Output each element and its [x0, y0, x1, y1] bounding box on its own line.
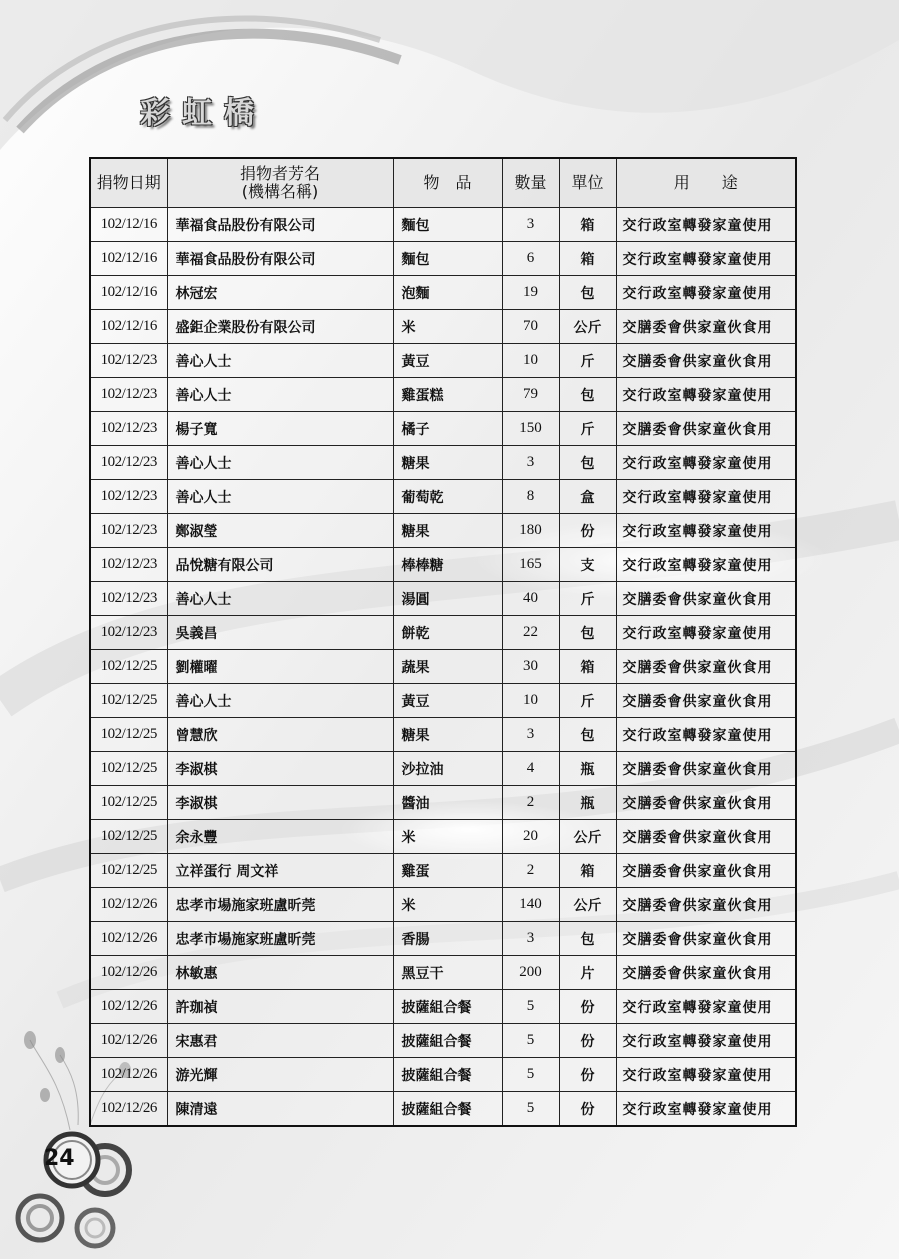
- cell-quantity: 19: [502, 276, 559, 310]
- cell-item: 黃豆: [393, 684, 502, 718]
- cell-donor: 游光輝: [167, 1058, 393, 1092]
- cell-quantity: 3: [502, 922, 559, 956]
- header-item: 物 品: [393, 158, 502, 208]
- cell-purpose: 交膳委會供家童伙食用: [616, 752, 796, 786]
- cell-quantity: 180: [502, 514, 559, 548]
- table-row: [90, 684, 796, 718]
- table-row: [90, 242, 796, 276]
- cell-donor: 善心人士: [167, 378, 393, 412]
- cell-donor: 吳義昌: [167, 616, 393, 650]
- cell-date: 102/12/25: [90, 752, 167, 786]
- cell-donor: 陳清遠: [167, 1092, 393, 1127]
- table-row: [90, 208, 796, 242]
- table-row: [90, 276, 796, 310]
- cell-unit: 包: [559, 276, 616, 310]
- cell-item: 米: [393, 310, 502, 344]
- cell-quantity: 40: [502, 582, 559, 616]
- cell-purpose: 交行政室轉發家童使用: [616, 548, 796, 582]
- cell-donor: 華福食品股份有限公司: [167, 208, 393, 242]
- cell-donor: 善心人士: [167, 344, 393, 378]
- cell-donor: 余永豐: [167, 820, 393, 854]
- cell-quantity: 10: [502, 684, 559, 718]
- table-row: [90, 1058, 796, 1092]
- cell-unit: 箱: [559, 854, 616, 888]
- cell-quantity: 79: [502, 378, 559, 412]
- cell-item: 餅乾: [393, 616, 502, 650]
- cell-quantity: 8: [502, 480, 559, 514]
- cell-date: 102/12/26: [90, 1024, 167, 1058]
- cell-purpose: 交行政室轉發家童使用: [616, 276, 796, 310]
- cell-donor: 善心人士: [167, 582, 393, 616]
- cell-quantity: 150: [502, 412, 559, 446]
- cell-date: 102/12/26: [90, 1092, 167, 1127]
- cell-unit: 瓶: [559, 786, 616, 820]
- cell-purpose: 交行政室轉發家童使用: [616, 446, 796, 480]
- cell-donor: 鄭淑瑩: [167, 514, 393, 548]
- cell-unit: 斤: [559, 684, 616, 718]
- cell-quantity: 4: [502, 752, 559, 786]
- cell-quantity: 3: [502, 446, 559, 480]
- cell-donor: 品悅糖有限公司: [167, 548, 393, 582]
- cell-date: 102/12/16: [90, 310, 167, 344]
- cell-date: 102/12/23: [90, 582, 167, 616]
- table-row: [90, 650, 796, 684]
- cell-donor: 曾慧欣: [167, 718, 393, 752]
- cell-unit: 箱: [559, 650, 616, 684]
- cell-unit: 箱: [559, 242, 616, 276]
- header-purpose: 用 途: [616, 158, 796, 208]
- cell-purpose: 交行政室轉發家童使用: [616, 1058, 796, 1092]
- cell-item: 葡萄乾: [393, 480, 502, 514]
- cell-item: 米: [393, 820, 502, 854]
- cell-unit: 包: [559, 922, 616, 956]
- cell-date: 102/12/16: [90, 276, 167, 310]
- cell-item: 棒棒糖: [393, 548, 502, 582]
- table-row: [90, 990, 796, 1024]
- cell-quantity: 5: [502, 1058, 559, 1092]
- table-body: [90, 208, 796, 1127]
- cell-item: 黑豆干: [393, 956, 502, 990]
- header-unit: 單位: [559, 158, 616, 208]
- cell-purpose: 交行政室轉發家童使用: [616, 480, 796, 514]
- cell-purpose: 交行政室轉發家童使用: [616, 242, 796, 276]
- cell-donor: 善心人士: [167, 684, 393, 718]
- table-row: [90, 514, 796, 548]
- cell-quantity: 5: [502, 1024, 559, 1058]
- cell-purpose: 交膳委會供家童伙食用: [616, 888, 796, 922]
- cell-date: 102/12/26: [90, 956, 167, 990]
- cell-purpose: 交膳委會供家童伙食用: [616, 786, 796, 820]
- page-number-badge: [10, 1130, 140, 1259]
- cell-unit: 份: [559, 1092, 616, 1127]
- cell-unit: 公斤: [559, 888, 616, 922]
- cell-date: 102/12/23: [90, 412, 167, 446]
- cell-purpose: 交行政室轉發家童使用: [616, 718, 796, 752]
- cell-item: 橘子: [393, 412, 502, 446]
- table-row: [90, 582, 796, 616]
- cell-date: 102/12/23: [90, 514, 167, 548]
- cell-unit: 包: [559, 718, 616, 752]
- cell-date: 102/12/23: [90, 378, 167, 412]
- cell-unit: 公斤: [559, 820, 616, 854]
- cell-unit: 包: [559, 446, 616, 480]
- cell-purpose: 交膳委會供家童伙食用: [616, 956, 796, 990]
- cell-quantity: 2: [502, 786, 559, 820]
- cell-item: 披薩組合餐: [393, 1058, 502, 1092]
- cell-date: 102/12/25: [90, 650, 167, 684]
- cell-donor: 忠孝市場施家班盧昕莞: [167, 922, 393, 956]
- cell-donor: 楊子寬: [167, 412, 393, 446]
- cell-item: 麵包: [393, 242, 502, 276]
- cell-item: 香腸: [393, 922, 502, 956]
- cell-quantity: 30: [502, 650, 559, 684]
- cell-unit: 包: [559, 616, 616, 650]
- table-row: [90, 548, 796, 582]
- cell-purpose: 交膳委會供家童伙食用: [616, 820, 796, 854]
- cell-donor: 善心人士: [167, 446, 393, 480]
- cell-unit: 箱: [559, 208, 616, 242]
- cell-item: 醬油: [393, 786, 502, 820]
- header-date: 捐物日期: [90, 158, 167, 208]
- table-row: [90, 718, 796, 752]
- table-row: [90, 344, 796, 378]
- table-header-row: [90, 158, 796, 208]
- cell-item: 蔬果: [393, 650, 502, 684]
- cell-date: 102/12/23: [90, 480, 167, 514]
- cell-date: 102/12/26: [90, 990, 167, 1024]
- table-row: [90, 1092, 796, 1127]
- cell-unit: 斤: [559, 412, 616, 446]
- cell-donor: 李淑棋: [167, 752, 393, 786]
- cell-unit: 份: [559, 990, 616, 1024]
- cell-purpose: 交行政室轉發家童使用: [616, 514, 796, 548]
- cell-quantity: 6: [502, 242, 559, 276]
- cell-donor: 李淑棋: [167, 786, 393, 820]
- cell-unit: 公斤: [559, 310, 616, 344]
- cell-date: 102/12/25: [90, 820, 167, 854]
- cell-quantity: 22: [502, 616, 559, 650]
- cell-date: 102/12/16: [90, 242, 167, 276]
- cell-quantity: 5: [502, 990, 559, 1024]
- cell-donor: 林冠宏: [167, 276, 393, 310]
- cell-purpose: 交膳委會供家童伙食用: [616, 650, 796, 684]
- cell-quantity: 3: [502, 208, 559, 242]
- table-row: [90, 378, 796, 412]
- cell-date: 102/12/26: [90, 888, 167, 922]
- cell-quantity: 10: [502, 344, 559, 378]
- cell-quantity: 165: [502, 548, 559, 582]
- cell-donor: 善心人士: [167, 480, 393, 514]
- cell-quantity: 140: [502, 888, 559, 922]
- cell-purpose: 交膳委會供家童伙食用: [616, 684, 796, 718]
- cell-donor: 立祥蛋行 周文祥: [167, 854, 393, 888]
- table-row: [90, 922, 796, 956]
- cell-purpose: 交行政室轉發家童使用: [616, 990, 796, 1024]
- table-row: [90, 480, 796, 514]
- page-number: 24: [44, 1146, 75, 1171]
- cell-unit: 支: [559, 548, 616, 582]
- header-donor: [167, 158, 393, 208]
- cell-donor: 宋惠君: [167, 1024, 393, 1058]
- cell-date: 102/12/25: [90, 718, 167, 752]
- cell-unit: 份: [559, 514, 616, 548]
- cell-purpose: 交行政室轉發家童使用: [616, 616, 796, 650]
- cell-donor: 許珈禎: [167, 990, 393, 1024]
- donation-table-container: [89, 157, 795, 1127]
- cell-donor: 華福食品股份有限公司: [167, 242, 393, 276]
- table-row: [90, 616, 796, 650]
- cell-item: 雞蛋糕: [393, 378, 502, 412]
- cell-date: 102/12/26: [90, 1058, 167, 1092]
- cell-purpose: 交行政室轉發家童使用: [616, 208, 796, 242]
- table-row: [90, 446, 796, 480]
- cell-date: 102/12/23: [90, 548, 167, 582]
- cell-unit: 瓶: [559, 752, 616, 786]
- cell-item: 披薩組合餐: [393, 1024, 502, 1058]
- cell-item: 糖果: [393, 446, 502, 480]
- cell-item: 糖果: [393, 514, 502, 548]
- cell-item: 泡麵: [393, 276, 502, 310]
- cell-item: 麵包: [393, 208, 502, 242]
- cell-date: 102/12/26: [90, 922, 167, 956]
- cell-item: 沙拉油: [393, 752, 502, 786]
- cell-unit: 片: [559, 956, 616, 990]
- cell-date: 102/12/25: [90, 684, 167, 718]
- cell-quantity: 20: [502, 820, 559, 854]
- cell-item: 米: [393, 888, 502, 922]
- cell-item: 湯圓: [393, 582, 502, 616]
- cell-item: 披薩組合餐: [393, 990, 502, 1024]
- cell-donor: 林敏惠: [167, 956, 393, 990]
- section-title: 彩虹橋: [140, 96, 266, 131]
- cell-quantity: 5: [502, 1092, 559, 1127]
- header-donor-line1: 捐物者芳名: [239, 164, 320, 183]
- table-row: [90, 956, 796, 990]
- cell-unit: 斤: [559, 582, 616, 616]
- cell-item: 雞蛋: [393, 854, 502, 888]
- cell-quantity: 3: [502, 718, 559, 752]
- cell-quantity: 2: [502, 854, 559, 888]
- cell-unit: 份: [559, 1024, 616, 1058]
- table-row: [90, 854, 796, 888]
- cell-purpose: 交膳委會供家童伙食用: [616, 310, 796, 344]
- cell-date: 102/12/25: [90, 786, 167, 820]
- cell-donor: 忠孝市場施家班盧昕莞: [167, 888, 393, 922]
- table-row: [90, 1024, 796, 1058]
- cell-date: 102/12/23: [90, 446, 167, 480]
- header-donor-line2: (機構名稱): [241, 182, 319, 201]
- cell-purpose: 交膳委會供家童伙食用: [616, 922, 796, 956]
- cell-purpose: 交膳委會供家童伙食用: [616, 582, 796, 616]
- cell-purpose: 交行政室轉發家童使用: [616, 1092, 796, 1127]
- cell-unit: 斤: [559, 344, 616, 378]
- cell-unit: 份: [559, 1058, 616, 1092]
- cell-purpose: 交膳委會供家童伙食用: [616, 412, 796, 446]
- cell-item: 糖果: [393, 718, 502, 752]
- cell-date: 102/12/23: [90, 616, 167, 650]
- cell-item: 黃豆: [393, 344, 502, 378]
- cell-item: 披薩組合餐: [393, 1092, 502, 1127]
- cell-date: 102/12/25: [90, 854, 167, 888]
- cell-quantity: 200: [502, 956, 559, 990]
- cell-purpose: 交膳委會供家童伙食用: [616, 344, 796, 378]
- cell-date: 102/12/23: [90, 344, 167, 378]
- cell-donor: 劉權曜: [167, 650, 393, 684]
- table-row: [90, 310, 796, 344]
- table-row: [90, 412, 796, 446]
- donation-table: [89, 157, 797, 1127]
- table-row: [90, 786, 796, 820]
- table-row: [90, 888, 796, 922]
- cell-purpose: 交行政室轉發家童使用: [616, 1024, 796, 1058]
- table-row: [90, 820, 796, 854]
- cell-purpose: 交膳委會供家童伙食用: [616, 854, 796, 888]
- cell-purpose: 交行政室轉發家童使用: [616, 378, 796, 412]
- cell-donor: 盛鉅企業股份有限公司: [167, 310, 393, 344]
- cell-quantity: 70: [502, 310, 559, 344]
- cell-unit: 包: [559, 378, 616, 412]
- table-row: [90, 752, 796, 786]
- header-quantity: 數量: [502, 158, 559, 208]
- cell-unit: 盒: [559, 480, 616, 514]
- cell-date: 102/12/16: [90, 208, 167, 242]
